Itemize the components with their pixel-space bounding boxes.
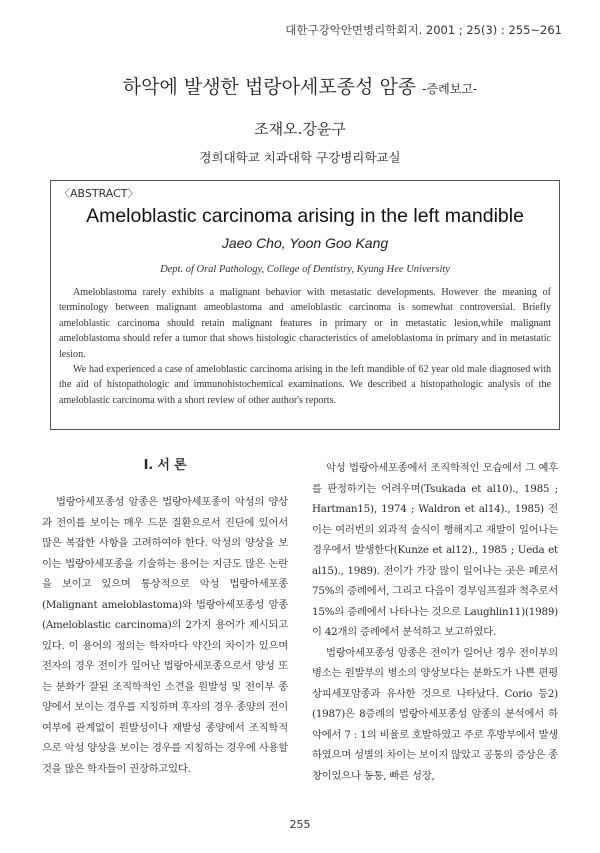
body-paragraph: 법랑아세포종성 암종은 법랑아세포종이 악성의 양상과 전이를 보이는 매우 드문 질환으로서 진단에 있어서 많은 복잡한 사항을 고려하여야 한다. 악성의 양상을 보이는 법랑아세포종을 기술하는 용어는 지금도 많은 논란을 보이고 있으며 통상적으로 악성 법랑아세포종(Malignant ameloblastoma)와 법랑아세포종성 암종(Ameloblastic carcinoma)의 2가지 용어가 제시되고 있다. 이 용어의 정의는 학자마다 약간의 차이가 있으며 전자의 경우 전이가 일어난 법랑아세포종으로서 양성 또는 분화가 잘된 조직학적인 소견을 원발성 및 전이부 종양에서 보이는 경우를 지칭하며 후자의 경우 종양의 전이 여부에 관계없이 원발성이나 재발성 종양에서 조직학적으로 악성 양상을 보이는 경우를 지칭하는 경우에 사용할 것을 많은 학자들이 권장하고있다.: [42, 496, 288, 775]
korean-subtitle: -증례보고-: [422, 82, 478, 96]
page-number: 255: [289, 818, 311, 831]
abstract-paragraph: We had experienced a case of ameloblastic carcinoma arising in the left mandible of 62 year old male diagnosed with the aid of histopathologic and immunohistochemical examinations. We described a histopathologic analysis of the ameloblastic carcinoma with a short review of other author's reports.: [59, 364, 551, 406]
journal-reference: 대한구강악안면병리학회지. 2001 ; 25(3) : 255~261: [285, 23, 562, 37]
korean-authors: 조재오.강윤구: [254, 120, 346, 138]
korean-affiliation: 경희대학교 치과대학 구강병리학교실: [199, 150, 401, 165]
english-title: Ameloblastic carcinoma arising in the left mandible: [86, 205, 524, 227]
abstract-text: [59, 285, 551, 408]
body-paragraph: 악성 법랑아세포종에서 조직학적인 모습에서 그 예후를 판정하기는 어려우며(Tsukada et al10)., 1985 ; Hartman15), 1974 ; Waldron et al14)., 1985) 전이는 여러번의 외과적 술식이 행해지고 재발이 일어나는 경우에서 발생한다(Kunze et al12)., 1985 ; Ueda et al15)., 1989). 전이가 가장 많이 일어나는 곳은 폐로서 75%의 증례에서, 그리고 다음이 경부임프절과 척추로서 15%의 증례에서 나타나는 것으로 Laughlin11)(1989)이 42개의 증례에서 분석하고 보고하였다.: [312, 462, 558, 638]
abstract-label: 〈ABSTRACT〉: [59, 187, 139, 200]
body-paragraph: 법랑아세포종성 암종은 전이가 일어난 경우 전이부의 병소는 원발부의 병소의 양상보다는 분화도가 나쁜 편평상피세포암종과 유사한 것으로 나타났다. Corio 등2)(1987)은 8증례의 법랑아세포종성 암종의 분석에서 하악에서 7 : 1의 비율로 호발하였고 주로 후방부에서 발생하였으며 성별의 차이는 보이지 않았고 공통의 증상은 종창이었으나 동통, 빠른 성장,: [312, 646, 558, 782]
section-heading-introduction: I. 서 론: [143, 458, 187, 473]
right-column: [312, 458, 558, 786]
english-authors: Jaeo Cho, Yoon Goo Kang: [221, 235, 389, 251]
english-affiliation: Dept. of Oral Pathology, College of Dentistry, Kyung Hee University: [160, 264, 450, 275]
abstract-box: [50, 180, 560, 430]
abstract-paragraph: Ameloblastoma rarely exhibits a malignant behavior with metastatic developments. However the meaning of terminology between malignant ameoblastoma and ameloblastic carcinoma is somewhat controversial. Briefly ameloblastic carcinoma should retain malignant features in primary or in metastatic lesion,while malignant ameloblastoma should refer a tumor that shows histologic characteristics of ameloblastoma in primary and in metastatic lesion.: [59, 287, 551, 360]
korean-title-text: 하악에 발생한 법랑아세포종성 암종: [122, 76, 417, 98]
left-column: [42, 458, 288, 779]
korean-title: [0, 72, 600, 99]
